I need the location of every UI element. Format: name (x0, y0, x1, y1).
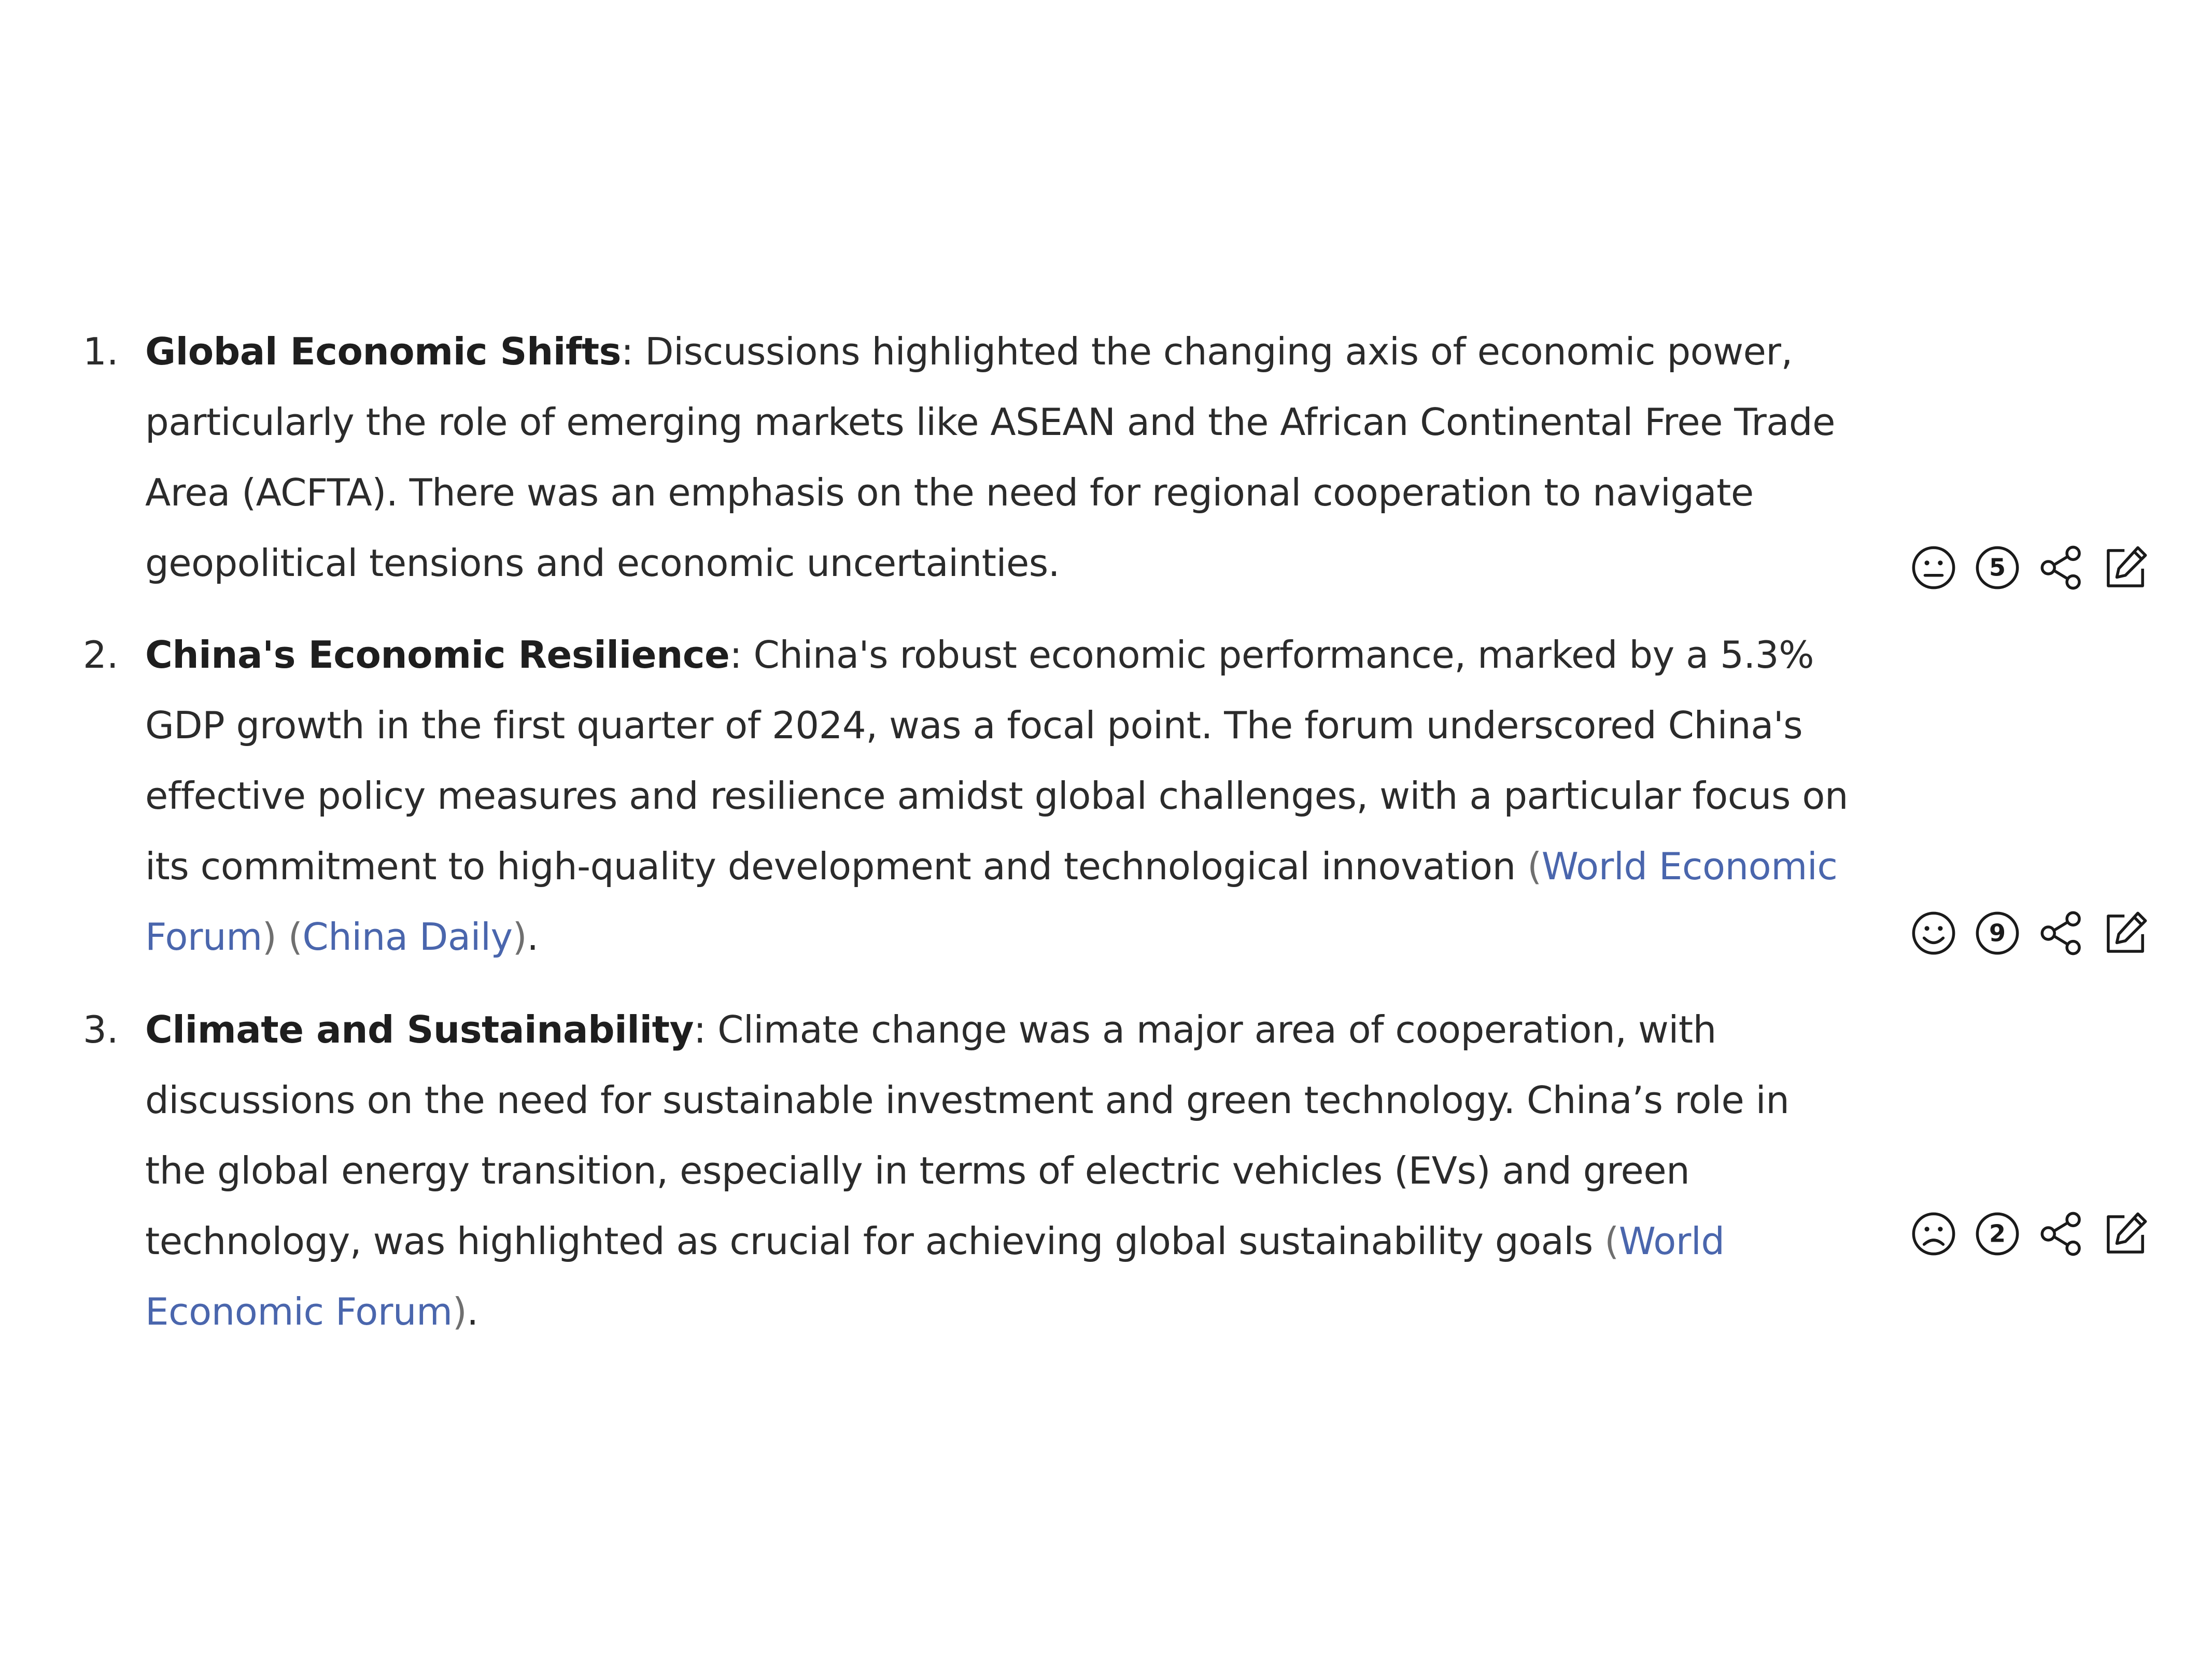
source-link[interactable]: World Economic Forum (145, 845, 1838, 959)
reaction-count: 9 (1989, 919, 2006, 947)
source-link[interactable]: World Economic Forum (145, 1219, 1725, 1333)
list-item-text: China's Economic Resilience: China's robust economic performance, marked by a 5.3% GDP growth in the first quarter of 2024, was a focal point. The forum underscored China's effective policy measures and resilience amidst global challenges, with a particular focus on its commitment to high-quality development and technological innovation (World Economic Forum) (China Daily). (145, 633, 1849, 959)
reaction-count-badge[interactable] (1972, 907, 2024, 959)
list-item-body: : Discussions highlighted the changing axis of economic power, particularly the role of emerging markets like ASEAN and the African Continental Free Trade Area (ACFTA). There was an emphasis on the need for regional cooperation to navigate geopolitical tensions and economic uncertainties. (145, 330, 1835, 585)
neutral-face-icon[interactable] (1908, 542, 1960, 594)
reaction-count-badge[interactable] (1972, 1208, 2024, 1260)
edit-icon[interactable] (2100, 1208, 2152, 1260)
list-item-title: China's Economic Resilience (145, 633, 730, 677)
source-link[interactable]: China Daily (302, 915, 513, 959)
list-item-body: : Climate change was a major area of cooperation, with discussions on the need for sustainable investment and green technology. China’s role in the global energy transition, especially in terms of electric vehicles (EVs) and green technology, was highlighted as crucial for achieving global sustainability goals (145, 1008, 1790, 1263)
share-icon[interactable] (2036, 907, 2088, 959)
reaction-count-badge[interactable] (1972, 542, 2024, 594)
list-item-number: 2. (83, 633, 119, 677)
feedback-actions (1908, 905, 2151, 962)
list-item-number: 3. (83, 1008, 119, 1051)
list-item-title: Climate and Sustainability (145, 1008, 694, 1051)
reaction-count: 2 (1989, 1219, 2006, 1248)
list-item-title: Global Economic Shifts (145, 330, 622, 373)
share-icon[interactable] (2036, 1208, 2088, 1260)
list-item-text: Climate and Sustainability: Climate change was a major area of cooperation, with discussions on the need for sustainable investment and green technology. China’s role in the global energy transition, especially in terms of electric vehicles (EVs) and green technology, was highlighted as crucial for achieving global sustainability goals (World Economic Forum). (145, 1008, 1790, 1333)
edit-icon[interactable] (2100, 542, 2152, 594)
list-item-text (145, 316, 1856, 598)
feedback-actions (1908, 1205, 2151, 1262)
share-icon[interactable] (2036, 542, 2088, 594)
frowning-face-icon[interactable] (1908, 1208, 1960, 1260)
edit-icon[interactable] (2100, 907, 2152, 959)
list-item-number: 1. (83, 330, 119, 373)
smiling-face-icon[interactable] (1908, 907, 1960, 959)
list-item-body: : China's robust economic performance, marked by a 5.3% GDP growth in the first quarter of 2024, was a focal point. The forum underscored China's effective policy measures and resilience amidst global challenges, with a particular focus on its commitment to high-quality development and technological innovation (145, 633, 1849, 888)
feedback-actions (1908, 539, 2151, 596)
reaction-count: 5 (1989, 553, 2006, 582)
